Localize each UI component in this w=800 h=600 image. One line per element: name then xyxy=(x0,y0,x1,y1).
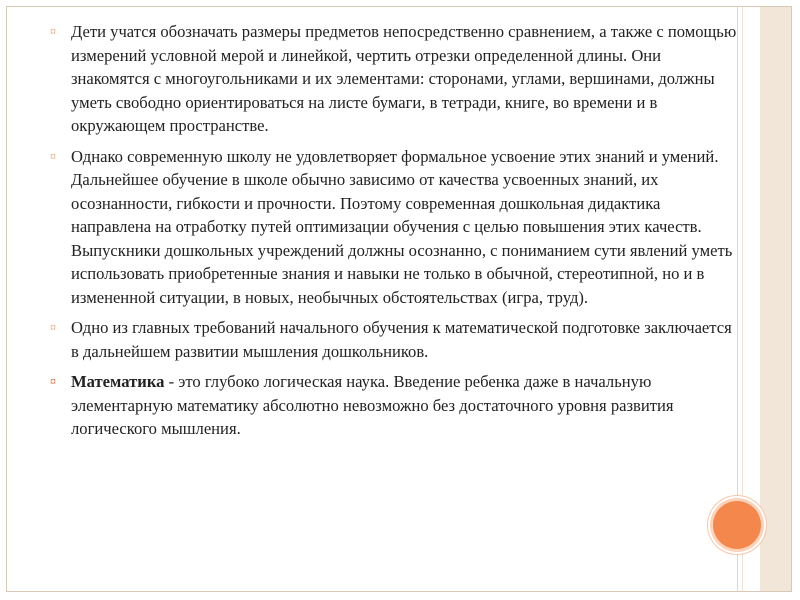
slide-content xyxy=(50,20,740,448)
side-decor-band xyxy=(760,7,791,591)
bullet-item xyxy=(50,316,740,363)
bullet-text: Одно из главных требований начального обучения к математической подготовке заключается в дальнейшем развитии мышления дошкольников. xyxy=(71,318,732,361)
bullet-term-bold: Математика xyxy=(71,372,165,391)
bullet-item xyxy=(50,20,740,138)
bullet-item xyxy=(50,370,740,441)
bullet-icon: ¤ xyxy=(50,24,56,38)
bullet-item xyxy=(50,145,740,310)
bullet-text: Однако современную школу не удовлетворяет формальное усвоение этих знаний и умений. Дальнейшее обучение в школе обычно зависимо от качества усвоенных знаний, их осознанности, гибкости и прочности. Поэтому современная дошкольная дидактика направлена на отработку путей оптимизации обучения с целью повышения этих качеств. Выпускники дошкольных учреждений должны осознанно, с пониманием сути явлений уметь использовать приобретенные знания и навыки не только в обычной, стереотипной, но и в измененной ситуации, в новых, необычных обстоятельствах (игра, труд). xyxy=(71,146,733,307)
orange-circle-decoration xyxy=(713,501,761,549)
bullet-text: - это глубоко логическая наука. Введение ребенка даже в начальную элементарную математику абсолютно невозможно без достаточного уровня развития логического мышления. xyxy=(71,372,674,438)
bullet-icon: ¤ xyxy=(50,148,56,163)
bullet-icon: ¤ xyxy=(50,320,56,334)
bullet-icon: ¤ xyxy=(50,374,56,388)
bullet-text: Дети учатся обозначать размеры предметов непосредственно сравнением, а также с помощью измерений условной мерой и линейкой, чертить отрезки определенной длины. Они знакомятся с многоугольниками и их элементами: сторонами, углами, вершинами, должны уметь свободно ориентироваться на листе бумаги, в тетради, книге, во времени и в окружающем пространстве. xyxy=(71,22,737,135)
